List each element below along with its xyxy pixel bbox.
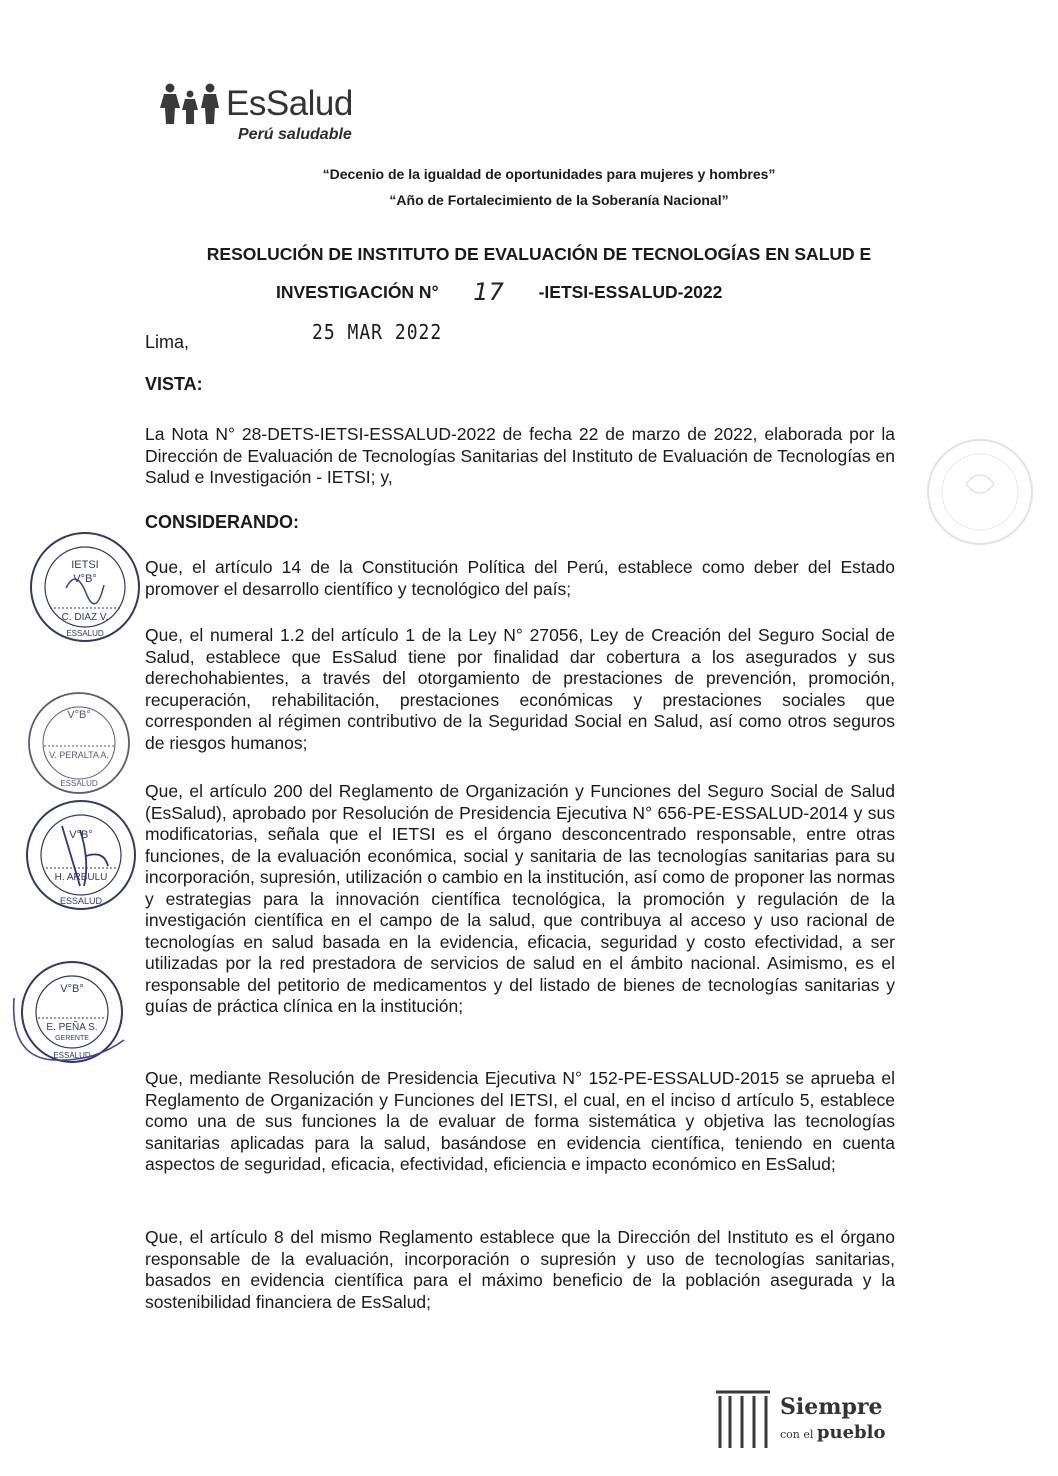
faint-seal-stamp [922,434,1038,550]
footer-siempre: Siempre [780,1394,883,1420]
stamp-vb: V°B° [60,983,84,995]
stamp-bottom: ESSALUD [66,629,104,638]
vista-heading: VISTA: [145,374,203,394]
footer-pueblo: pueblo [816,1422,886,1443]
resolution-number: 17 [473,278,504,306]
stamp-name: V. PERALTA A. [49,750,109,760]
considerando-paragraph: Que, el artículo 200 del Reglamento de Organización y Funciones del Seguro Social de Salud (EsSalud), aprobado por Resolución de Presidencia Ejecutiva N° 656-PE-ESSALUD-2014 y sus modificatorias, señala que el IETSI es el órgano desconcentrado responsable, entre otras funciones, de la evaluación económica, social y sanitaria de las tecnologías sanitarias para su incorporación, supresión, utilización o cambio en la institución, así como de proponer las normas y estrategias para la innovación científica tecnológica, la promoción y regulación de la investigación científica en el campo de la salud, que contribuya al acceso y uso racional de tecnologías en salud basada en la evidencia, eficacia, seguridad y costo efectividad, a ser utilizadas por la red prestadora de servicios de salud en el ámbito nacional. Asimismo, es el responsable del petitorio de medicamentos y del listado de bienes de tecnologías sanitarias y guías de práctica clínica en la institución; [145,781,895,1016]
stamp-sub: GERENTE [55,1035,89,1042]
motto-anio: “Año de Fortalecimiento de la Soberanía Nacional” [389,192,729,208]
considerando-heading: CONSIDERANDO: [145,512,300,532]
considerando-paragraph: Que, el numeral 1.2 del artículo 1 de la Ley N° 27056, Ley de Creación del Seguro Social de Salud, establece que EsSalud tiene por finalidad dar cobertura a los asegurados y sus derechohabientes, a través del otorgamiento de prestaciones de prevención, promoción, recuperación, rehabilitación, prestaciones económicas y prestaciones sociales que corresponden al régimen contributivo de la Seguridad Social en Salud, así como otros seguros de riesgos humanos; [145,625,895,753]
stamp-bottom: ESSALUD [59,896,103,906]
stamp-name: E. PEÑA S. [46,1022,98,1033]
siempre-con-el-pueblo-logo [712,1388,892,1452]
approval-stamp-peralta [18,688,140,798]
stamp-vb: V°B° [67,709,91,721]
considerando-paragraph: Que, mediante Resolución de Presidencia Ejecutiva N° 152-PE-ESSALUD-2015 se aprueba el Reglamento de Organización y Funciones del IETSI, el cual, en el inciso d artículo 5, establece como una de sus funciones la de evaluar de forma sistemática y objetiva las tecnologías sanitarias aplicadas para la salud, basándose en evidencia científica, teniendo en cuenta aspectos de seguridad, eficacia, efectividad, eficiencia e impacto económico en EsSalud; [145,1068,895,1174]
vista-text: La Nota N° 28-DETS-IETSI-ESSALUD-2022 de fecha 22 de marzo de 2022, elaborada por la Dirección de Evaluación de Tecnologías Sanitarias del Instituto de Evaluación de Tecnologías en Salud e Investigación - IETSI; y, [145,424,895,487]
stamp-name: C. DIAZ V. [61,612,109,623]
approval-stamp-arbulu [22,796,140,914]
approval-stamp-pena [6,958,136,1068]
place: Lima, [145,332,190,352]
stamp-line1: IETSI [71,559,99,571]
logo-name: EsSalud [226,84,353,123]
stamp-bottom: ESSALUD [60,779,98,788]
resolution-title-line2 [276,276,722,304]
date-stamp: 25 MAR 2022 [312,320,443,345]
essalud-logo [160,78,390,150]
motto-decenio: “Decenio de la igualdad de oportunidades para mujeres y hombres” [322,166,776,182]
logo-tagline: Perú saludable [238,126,352,143]
footer-con-el [780,1422,885,1443]
resolution-suffix: -IETSI-ESSALUD-2022 [538,282,723,302]
approval-stamp-ietsi [26,528,144,646]
considerando-paragraph: Que, el artículo 8 del mismo Reglamento establece que la Dirección del Instituto es el órgano responsable de la evaluación, incorporación o supresión y uso de tecnologías sanitarias, basados en evidencia científica para el máximo beneficio de la población asegurada y la sostenibilidad financiera de EsSalud; [145,1227,895,1312]
columns-icon [712,1388,774,1452]
resolution-prefix: INVESTIGACIÓN N° [276,282,439,302]
family-figures-icon [160,82,224,126]
resolution-title-line1: RESOLUCIÓN DE INSTITUTO DE EVALUACIÓN DE TECNOLOGÍAS EN SALUD E [206,244,872,264]
footer-small: con el [780,1428,814,1441]
stamp-vb: V°B° [69,829,93,841]
stamp-name: H. ARBULU [54,872,108,883]
stamp-bottom: ESSALUD [53,1051,91,1060]
considerando-paragraph: Que, el artículo 14 de la Constitución Política del Perú, establece como deber del Estado promover el desarrollo científico y tecnológico del país; [145,557,895,599]
stamp-vb: V°B° [73,573,97,585]
